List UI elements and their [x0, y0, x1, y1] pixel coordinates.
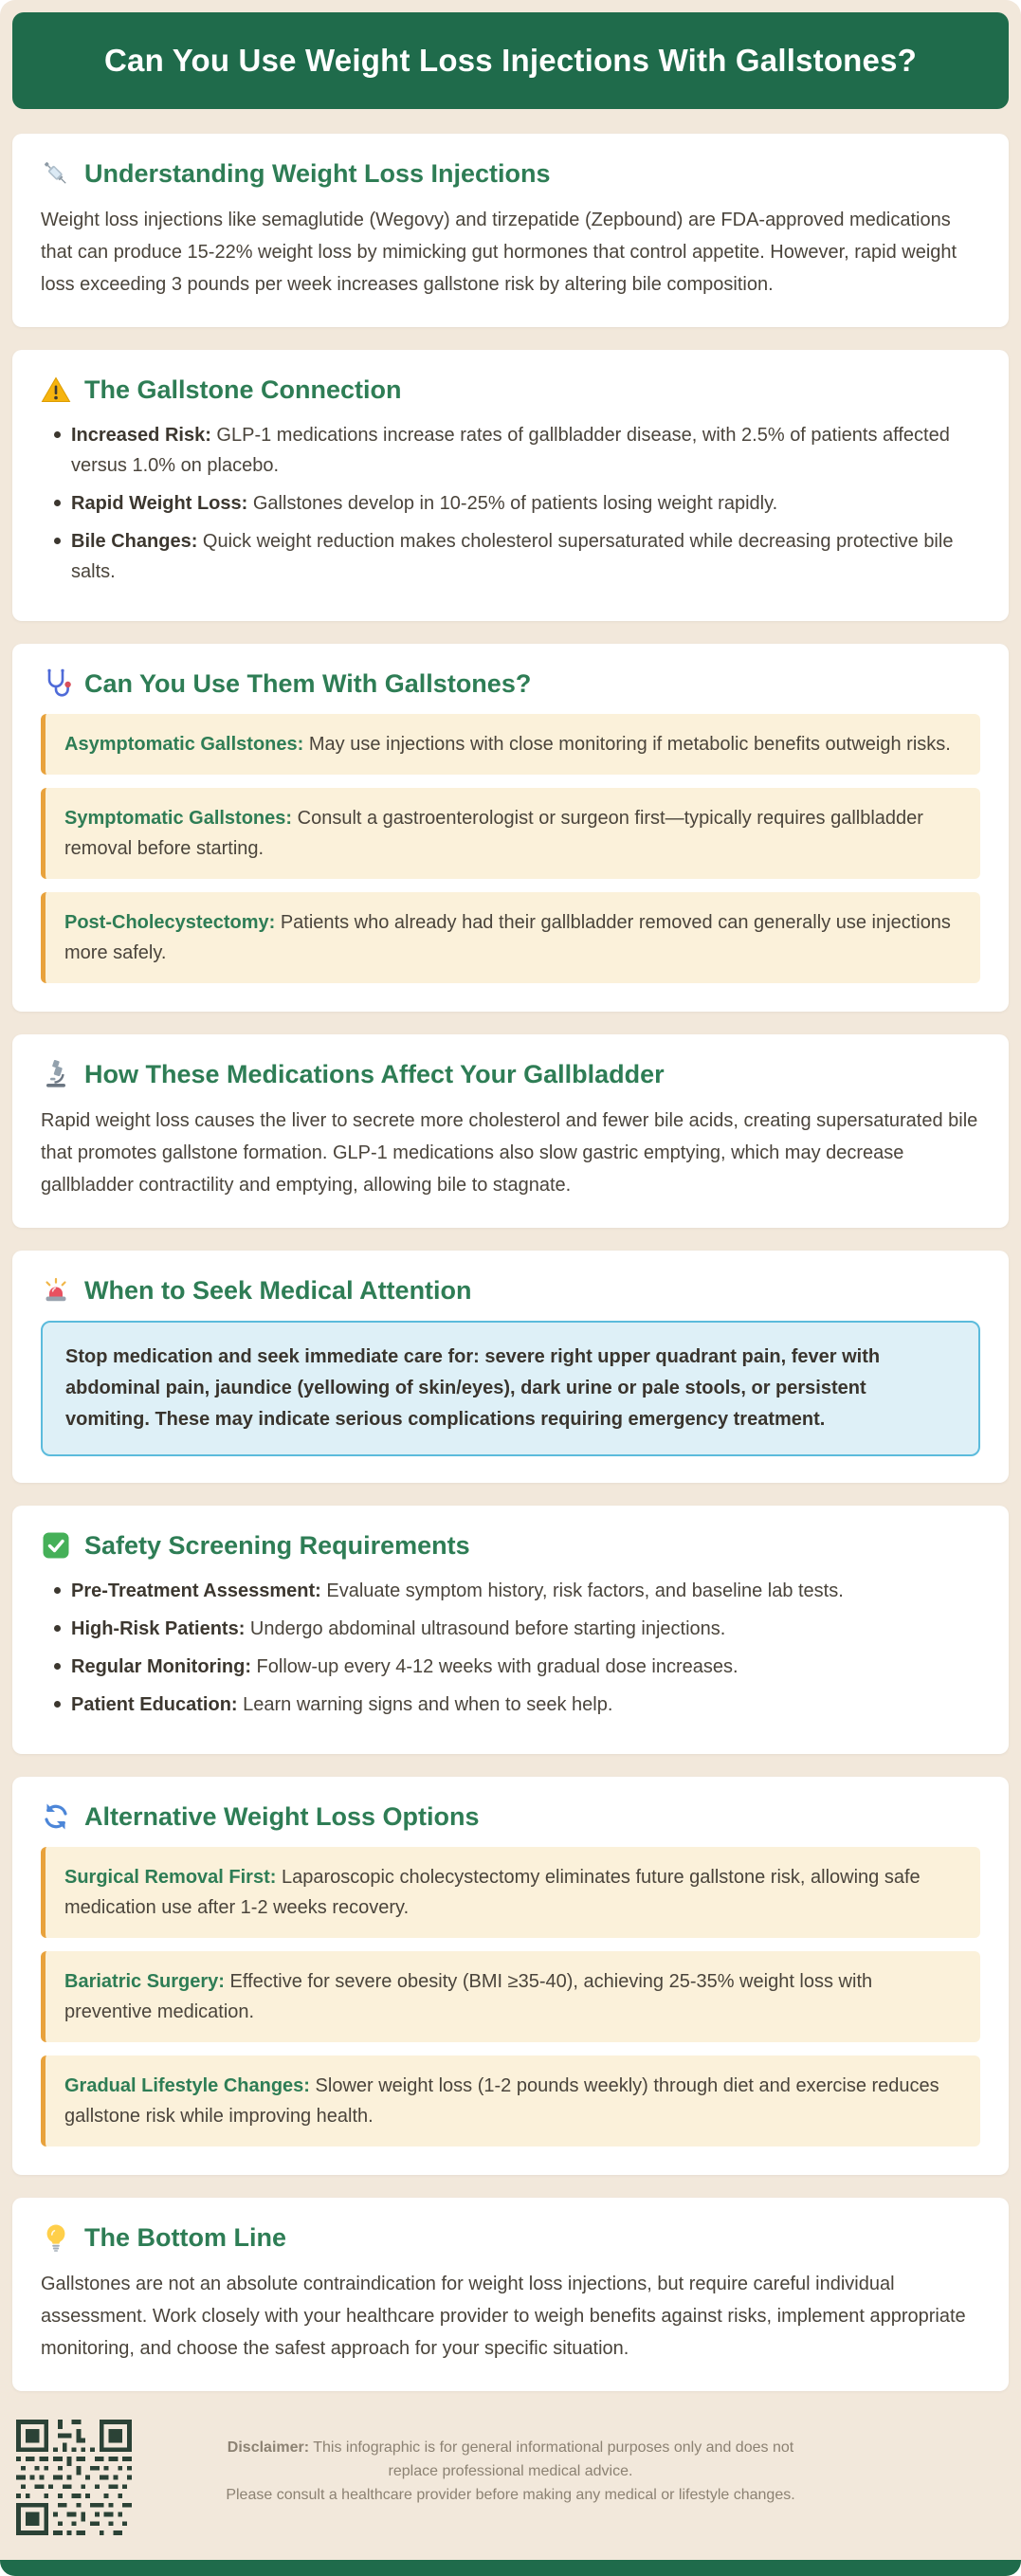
section-title-text: Alternative Weight Loss Options	[84, 1801, 480, 1831]
siren-icon	[41, 1275, 71, 1306]
page-footer	[12, 2418, 1009, 2539]
box-label: Symptomatic Gallstones:	[64, 808, 293, 829]
section-title-text: How These Medications Affect Your Gallbladder	[84, 1059, 665, 1088]
box-label: Bariatric Surgery:	[64, 1971, 225, 1992]
section-bottomline-title	[41, 2222, 980, 2253]
microscope-icon	[41, 1059, 71, 1089]
section-mechanism-title	[41, 1059, 980, 1089]
item-label: Bile Changes:	[71, 531, 198, 552]
list-item	[48, 1652, 980, 1682]
item-text: Learn warning signs and when to seek help.	[243, 1694, 613, 1715]
section-attention	[12, 1251, 1009, 1483]
item-text: Evaluate symptom history, risk factors, and baseline lab tests.	[326, 1580, 844, 1601]
section-title-text: The Gallstone Connection	[84, 375, 402, 404]
section-usage	[12, 644, 1009, 1012]
section-paragraph: Rapid weight loss causes the liver to secrete more cholesterol and fewer bile acids, creating supersaturated bile that promotes gallstone formation. GLP-1 medications also slow gastric emptying, which may decrease gallbladder contractility and emptying, allowing bile to stagnate.	[41, 1110, 978, 1196]
section-connection-title	[41, 375, 980, 405]
list-item	[48, 526, 980, 587]
disclaimer-text	[217, 2418, 805, 2507]
section-connection	[12, 350, 1009, 621]
gallstone-connection-list	[41, 420, 980, 587]
disclaimer-line2: Please consult a healthcare provider before making any medical or lifestyle changes.	[226, 2486, 795, 2503]
section-understanding-title	[41, 158, 980, 189]
box-text: May use injections with close monitoring if metabolic benefits outweigh risks.	[308, 734, 951, 755]
item-text: Gallstones develop in 10-25% of patients losing weight rapidly.	[252, 493, 778, 514]
section-title-text: When to Seek Medical Attention	[84, 1275, 472, 1305]
highlight-box-asymptomatic	[41, 714, 980, 775]
page-title: Can You Use Weight Loss Injections With Gallstones?	[103, 43, 918, 78]
check-icon	[41, 1530, 71, 1561]
section-title-text: Safety Screening Requirements	[84, 1530, 470, 1560]
box-label: Asymptomatic Gallstones:	[64, 734, 304, 755]
section-usage-title	[41, 668, 980, 699]
highlight-box-symptomatic	[41, 788, 980, 879]
section-understanding	[12, 134, 1009, 327]
highlight-box-bariatric-surgery	[41, 1951, 980, 2042]
box-text: Laparoscopic cholecystectomy eliminates future gallstone risk, allowing safe medication use after 1-2 weeks recovery.	[64, 1867, 921, 1918]
section-mechanism	[12, 1034, 1009, 1228]
section-paragraph: Gallstones are not an absolute contraindication for weight loss injections, but require careful individual assessment. Work closely with your healthcare provider to weigh benefits against risks, implement appropriate monitoring, and choose the safest approach for your specific situation.	[41, 2274, 966, 2359]
box-label: Gradual Lifestyle Changes:	[64, 2075, 310, 2096]
item-text: Undergo abdominal ultrasound before starting injections.	[249, 1618, 726, 1639]
item-label: High-Risk Patients:	[71, 1618, 246, 1639]
arrows-icon	[41, 1801, 71, 1832]
item-label: Pre-Treatment Assessment:	[71, 1580, 321, 1601]
box-label: Post-Cholecystectomy:	[64, 912, 276, 933]
stethoscope-icon	[41, 668, 71, 699]
section-alternatives-title	[41, 1801, 980, 1832]
section-alternatives	[12, 1777, 1009, 2175]
box-label: Surgical Removal First:	[64, 1867, 277, 1888]
warning-icon	[41, 375, 71, 405]
section-title-text: The Bottom Line	[84, 2222, 286, 2252]
item-label: Patient Education:	[71, 1694, 238, 1715]
section-attention-title	[41, 1275, 980, 1306]
highlight-box-surgical-removal	[41, 1847, 980, 1938]
item-text: Follow-up every 4-12 weeks with gradual dose increases.	[256, 1656, 738, 1677]
item-label: Rapid Weight Loss:	[71, 493, 248, 514]
item-label: Increased Risk:	[71, 425, 211, 446]
section-screening	[12, 1506, 1009, 1754]
list-item	[48, 420, 980, 481]
lightbulb-icon	[41, 2222, 71, 2253]
box-text: Effective for severe obesity (BMI ≥35-40), achieving 25-35% weight loss with preventive medication.	[64, 1971, 873, 2022]
highlight-box-lifestyle-changes	[41, 2055, 980, 2147]
section-screening-title	[41, 1530, 980, 1561]
section-paragraph: Weight loss injections like semaglutide (Wegovy) and tirzepatide (Zepbound) are FDA-approved medications that can produce 15-22% weight loss by mimicking gut hormones that control appetite. However, rapid weight loss exceeding 3 pounds per week increases gallstone risk by altering bile composition.	[41, 210, 957, 295]
disclaimer-line1: This infographic is for general informational purposes only and does not replace professional medical advice.	[313, 2439, 794, 2479]
highlight-box-post-cholecystectomy	[41, 892, 980, 983]
item-label: Regular Monitoring:	[71, 1656, 251, 1677]
box-text: Patients who already had their gallbladder removed can generally use injections more safely.	[64, 912, 951, 963]
section-bottomline	[12, 2198, 1009, 2391]
syringe-icon	[41, 158, 71, 189]
section-title-text: Can You Use Them With Gallstones?	[84, 668, 532, 698]
list-item	[48, 1614, 980, 1644]
list-item	[48, 1576, 980, 1606]
disclaimer-label: Disclaimer:	[227, 2439, 310, 2456]
box-text: Slower weight loss (1-2 pounds weekly) through diet and exercise reduces gallstone risk while improving health.	[64, 2075, 939, 2127]
page-header	[12, 12, 1009, 109]
item-text: GLP-1 medications increase rates of gallbladder disease, with 2.5% of patients affected versus 1.0% on placebo.	[71, 425, 950, 476]
screening-list	[41, 1576, 980, 1720]
item-text: Quick weight reduction makes cholesterol supersaturated while decreasing protective bile salts.	[71, 531, 954, 582]
list-item	[48, 1690, 980, 1720]
qr-code	[16, 2420, 132, 2535]
box-text: Consult a gastroenterologist or surgeon first—typically requires gallbladder removal before starting.	[64, 808, 923, 859]
list-item	[48, 488, 980, 519]
emergency-alert-box: Stop medication and seek immediate care for: severe right upper quadrant pain, fever with abdominal pain, jaundice (yellowing of skin/eyes), dark urine or pale stools, or persistent vomiting. These may indicate serious complications requiring emergency treatment.	[41, 1321, 980, 1456]
section-title-text: Understanding Weight Loss Injections	[84, 158, 551, 188]
bottom-accent-bar	[0, 2560, 1021, 2576]
